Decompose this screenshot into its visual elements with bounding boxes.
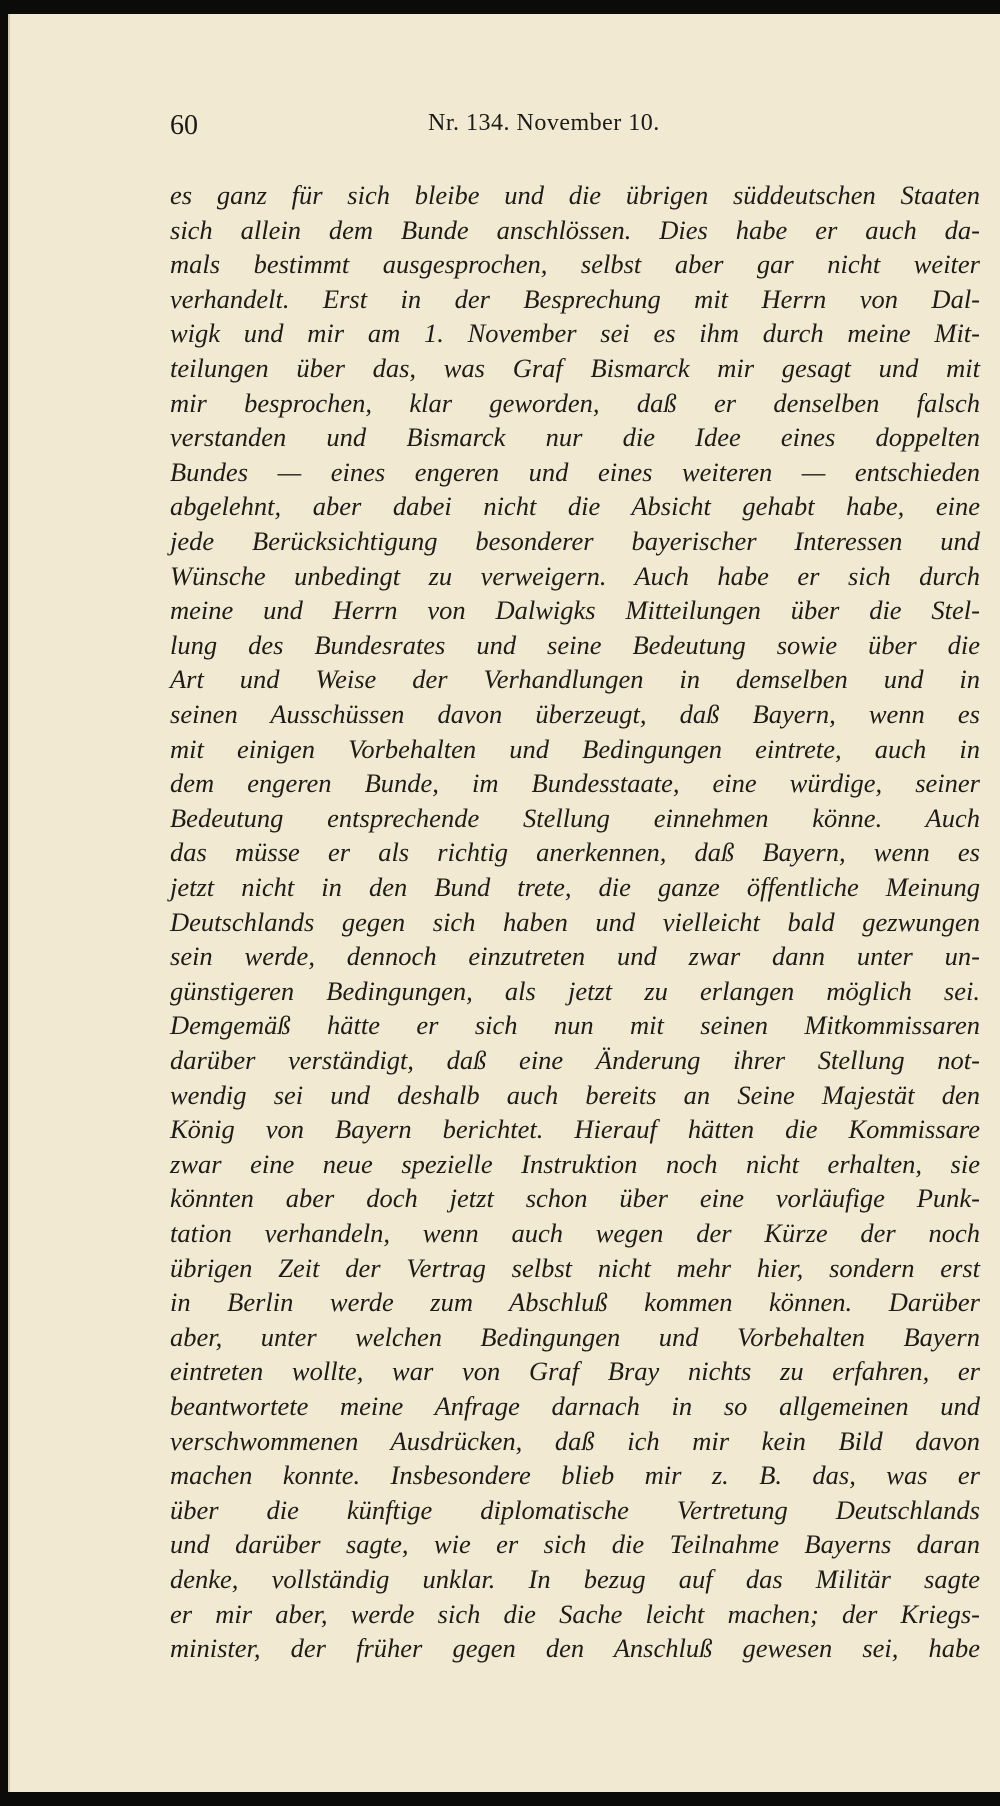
text-line: Deutschlands gegen sich haben und vielleicht bald gezwungen [170, 906, 980, 937]
text-line: teilungen über das, was Graf Bismarck mir gesagt und mit [170, 353, 980, 383]
text-line: jede Berücksichtigung besonderer bayerischer Interessen und [170, 526, 980, 556]
text-line: wigk und mir am 1. November sei es ihm durch meine Mit- [170, 318, 980, 349]
text-line: aber, unter welchen Bedingungen und Vorbehalten Bayern [170, 1321, 980, 1352]
text-line: Bundes — eines engeren und eines weiteren — entschieden [170, 456, 980, 487]
text-line: mir besprochen, klar geworden, daß er denselben falsch [170, 387, 980, 418]
text-line: mit einigen Vorbehalten und Bedingungen eintrete, auch in [170, 733, 980, 764]
text-line: mals bestimmt ausgesprochen, selbst aber gar nicht weiter [170, 249, 980, 280]
page-header [10, 110, 1000, 150]
text-line: Bedeutung entsprechende Stellung einnehmen könne. Auch [170, 802, 980, 833]
running-head: Nr. 134. November 10. [428, 110, 660, 136]
text-line: minister, der früher gegen den Anschluß gewesen sei, habe [170, 1633, 980, 1664]
text-line: übrigen Zeit der Vertrag selbst nicht mehr hier, sondern erst [170, 1252, 980, 1283]
text-line: beantwortete meine Anfrage darnach in so allgemeinen und [170, 1391, 980, 1421]
text-line: jetzt nicht in den Bund trete, die ganze öffentliche Meinung [170, 872, 980, 902]
text-line: er mir aber, werde sich die Sache leicht machen; der Kriegs- [170, 1598, 980, 1629]
text-line: abgelehnt, aber dabei nicht die Absicht gehabt habe, eine [170, 491, 980, 522]
text-line: Demgemäß hätte er sich nun mit seinen Mitkommissaren [170, 1010, 980, 1041]
text-line: verschwommenen Ausdrücken, daß ich mir kein Bild davon [170, 1425, 980, 1456]
text-line: über die künftige diplomatische Vertretung Deutschlands [170, 1494, 980, 1525]
text-line: denke, vollständig unklar. In bezug auf das Militär sagte [170, 1564, 980, 1594]
text-line: in Berlin werde zum Abschluß kommen können. Darüber [170, 1287, 980, 1318]
text-line: es ganz für sich bleibe und die übrigen süddeutschen Staaten [170, 180, 980, 210]
text-line: eintreten wollte, war von Graf Bray nichts zu erfahren, er [170, 1356, 980, 1387]
text-line: günstigeren Bedingungen, als jetzt zu erlangen möglich sei. [170, 975, 980, 1006]
text-line: sich allein dem Bunde anschlössen. Dies habe er auch da- [170, 214, 980, 245]
text-line: sein werde, dennoch einzutreten und zwar dann unter un- [170, 941, 980, 972]
text-line: dem engeren Bunde, im Bundesstaate, eine würdige, seiner [170, 768, 980, 799]
text-line: wendig sei und deshalb auch bereits an Seine Majestät den [170, 1079, 980, 1110]
text-line: Wünsche unbedingt zu verweigern. Auch habe er sich durch [170, 560, 980, 591]
text-line: machen konnte. Insbesondere blieb mir z. B. das, was er [170, 1460, 980, 1491]
page-number: 60 [170, 110, 198, 141]
text-line: verstanden und Bismarck nur die Idee eines doppelten [170, 422, 980, 453]
text-line: meine und Herrn von Dalwigks Mitteilungen über die Stel- [170, 595, 980, 626]
text-line: zwar eine neue spezielle Instruktion noch nicht erhalten, sie [170, 1148, 980, 1179]
text-line: Art und Weise der Verhandlungen in demselben und in [170, 664, 980, 695]
text-line: könnten aber doch jetzt schon über eine vorläufige Punk- [170, 1183, 980, 1214]
book-page [8, 14, 1000, 1792]
text-line: und darüber sagte, wie er sich die Teilnahme Bayerns daran [170, 1529, 980, 1560]
text-line: verhandelt. Erst in der Besprechung mit Herrn von Dal- [170, 283, 980, 314]
text-line: das müsse er als richtig anerkennen, daß Bayern, wenn es [170, 837, 980, 868]
text-line: seinen Ausschüssen davon überzeugt, daß Bayern, wenn es [170, 699, 980, 729]
text-line: tation verhandeln, wenn auch wegen der Kürze der noch [170, 1218, 980, 1248]
text-line: lung des Bundesrates und seine Bedeutung sowie über die [170, 629, 980, 660]
text-line: König von Bayern berichtet. Hierauf hätten die Kommissare [170, 1114, 980, 1145]
text-line: darüber verständigt, daß eine Änderung ihrer Stellung not- [170, 1045, 980, 1075]
